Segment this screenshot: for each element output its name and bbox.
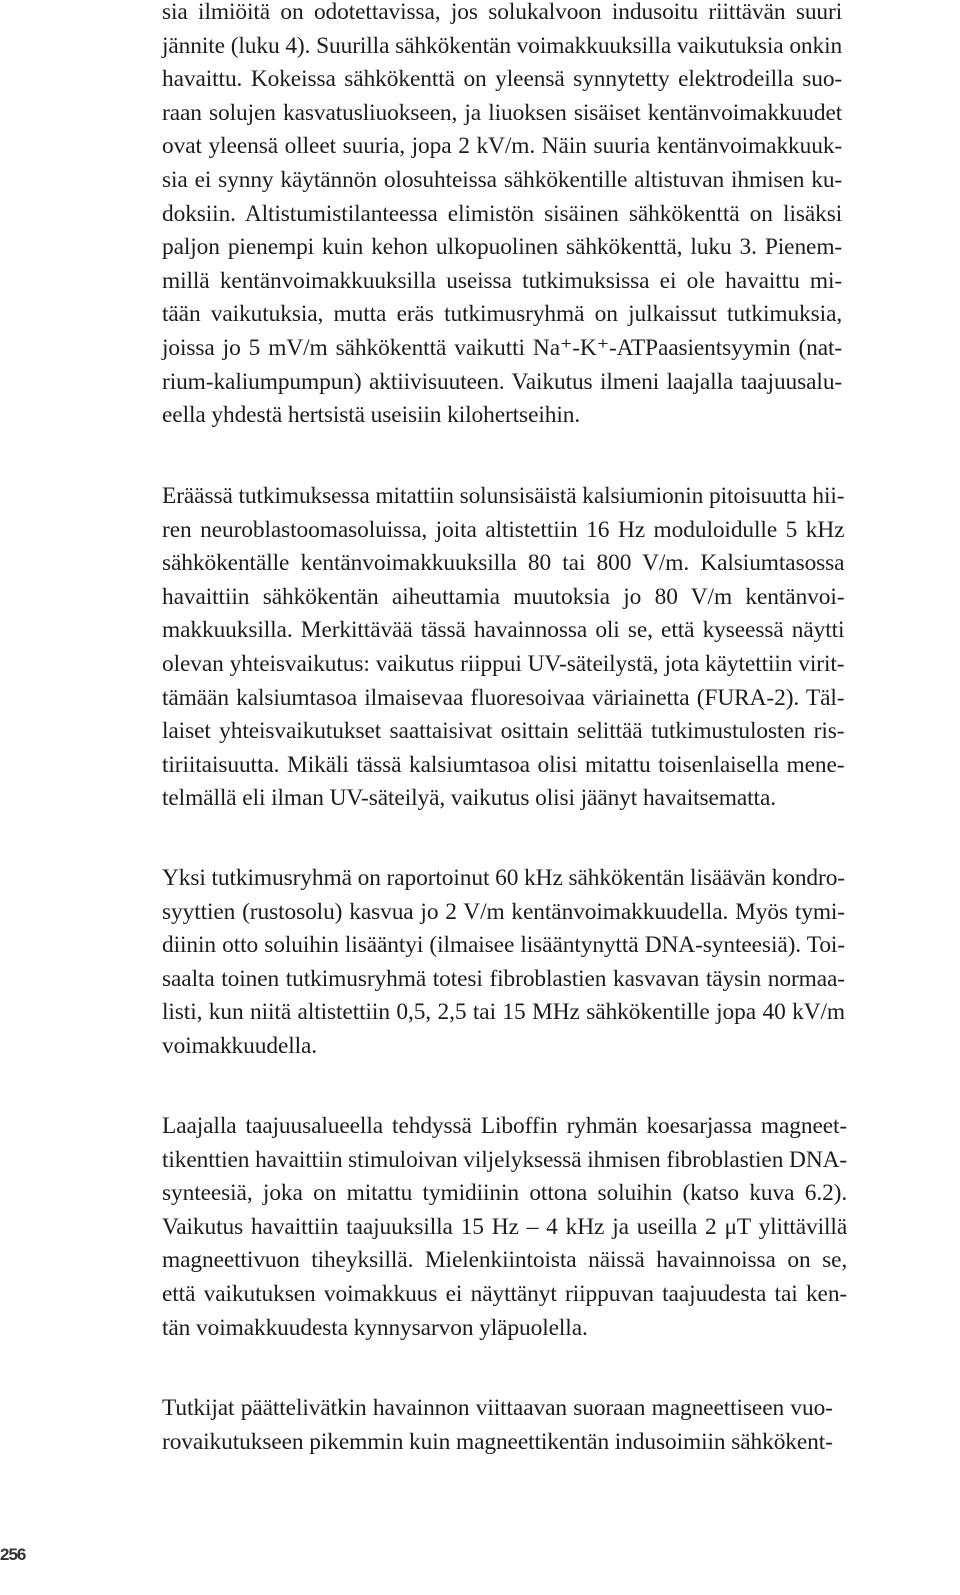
text-line: että vaikutuksen voimakkuus ei näyttänyt riippuvan taajuudesta tai ken- <box>162 1280 848 1307</box>
text-line: havaittu. Kokeissa sähkökenttä on yleensä synnytetty elektrodeilla suo- <box>162 66 843 93</box>
text-line: millä kentänvoimakkuuksilla useissa tutkimuksissa ei ole havaittu mi- <box>162 267 843 294</box>
text-line: listi, kun niitä altistettiin 0,5, 2,5 tai 15 MHz sähkökentille jopa 40 kV/m <box>162 999 845 1026</box>
text-line: olevan yhteisvaikutus: vaikutus riippui UV-säteilystä, jota käytettiin virit- <box>162 650 845 677</box>
text-line: syyttien (rustosolu) kasvua jo 2 V/m kentänvoimakkuudella. Myös tymi- <box>162 898 845 925</box>
text-line: Vaikutus havaittiin taajuuksilla 15 Hz – 4 kHz ja useilla 2 μT ylittävillä <box>162 1213 848 1240</box>
page-number: 256 <box>0 1545 26 1564</box>
paragraph-4 <box>162 1110 847 1345</box>
text-line: Tutkijat päättelivätkin havainnon viittaavan suoraan magneettiseen vuo- <box>162 1395 833 1421</box>
text-line: havaittiin sähkökentän aiheuttamia muutoksia jo 80 V/m kentänvoi- <box>162 583 845 610</box>
text-line: rium-kaliumpumpun) aktiivisuuteen. Vaikutus ilmeni laajalla taajuusalu- <box>162 368 843 395</box>
text-line: Yksi tutkimusryhmä on raportoinut 60 kHz sähkökentän lisäävän kondro- <box>162 865 845 891</box>
text-line: tikenttien havaittiin stimuloivan viljelyksessä ihmisen fibroblastien DNA- <box>162 1146 848 1173</box>
paragraph-5 <box>162 1392 833 1459</box>
text-line: makkuuksilla. Merkittävää tässä havainnossa oli se, että kyseessä näytti <box>162 617 845 644</box>
text-line: tiriitaisuutta. Mikäli tässä kalsiumtasoa olisi mitattu toisenlaisella mene- <box>162 751 845 778</box>
text-line: Laajalla taajuusalueella tehdyssä Liboffin ryhmän koesarjassa magneet- <box>162 1113 848 1139</box>
text-line: ren neuroblastoomasoluissa, joita altistettiin 16 Hz moduloidulle 5 kHz <box>162 516 845 543</box>
text-line: ovat yleensä olleet suuria, jopa 2 kV/m. Näin suuria kentänvoimakkuuk- <box>162 133 843 160</box>
paragraph-3 <box>162 862 845 1064</box>
text-line: voimakkuudella. <box>162 1032 318 1059</box>
text-line: laiset yhteisvaikutukset saattaisivat osittain selittää tutkimustulosten ris- <box>162 718 845 745</box>
text-line: Eräässä tutkimuksessa mitattiin solunsisäistä kalsiumionin pitoisuutta hii- <box>162 483 845 509</box>
text-line: sia ilmiöitä on odotettavissa, jos solukalvoon indusoitu riittävän suuri <box>162 0 843 25</box>
paragraph-2 <box>162 480 844 816</box>
text-line: sähkökentälle kentänvoimakkuuksilla 80 tai 800 V/m. Kalsiumtasossa <box>162 550 845 577</box>
text-line: jännite (luku 4). Suurilla sähkökentän voimakkuuksilla vaikutuksia onkin <box>162 32 843 59</box>
text-line: tämään kalsiumtasoa ilmaisevaa fluoresoivaa väriainetta (FURA-2). Täl- <box>162 684 845 711</box>
text-line: diinin otto soluihin lisääntyi (ilmaisee lisääntynyttä DNA-synteesiä). Toi- <box>162 932 845 959</box>
text-line: tään vaikutuksia, mutta eräs tutkimusryhmä on julkaissut tutkimuksia, <box>162 301 843 328</box>
text-line: tän voimakkuudesta kynnysarvon yläpuolella. <box>162 1314 588 1341</box>
text-line: eella yhdestä hertsistä useisiin kilohertseihin. <box>162 402 581 429</box>
text-line: telmällä eli ilman UV-säteilyä, vaikutus olisi jäänyt havaitsematta. <box>162 785 776 812</box>
text-line: magneettivuon tiheyksillä. Mielenkiintoista näissä havainnoissa on se, <box>162 1247 848 1274</box>
text-line: raan solujen kasvatusliuokseen, ja liuoksen sisäiset kentänvoimakkuudet <box>162 99 843 126</box>
text-line: joissa jo 5 mV/m sähkökenttä vaikutti Na⁺-K⁺-ATPaasientsyymin (nat- <box>162 334 843 361</box>
text-line: paljon pienempi kuin kehon ulkopuolinen sähkökenttä, luku 3. Pienem- <box>162 234 843 261</box>
text-line: sia ei synny käytännön olosuhteissa sähkökentille altistuvan ihmisen ku- <box>162 166 843 193</box>
text-line: doksiin. Altistumistilanteessa elimistön sisäinen sähkökenttä on lisäksi <box>162 200 843 227</box>
text-line: synteesiä, joka on mitattu tymidiinin ottona soluihin (katso kuva 6.2). <box>162 1180 848 1207</box>
text-line: rovaikutukseen pikemmin kuin magneettikentän indusoimiin sähkökent- <box>162 1428 833 1455</box>
text-line: saalta toinen tutkimusryhmä totesi fibroblastien kasvavan täysin normaa- <box>162 965 845 992</box>
paragraph-1 <box>162 0 842 433</box>
